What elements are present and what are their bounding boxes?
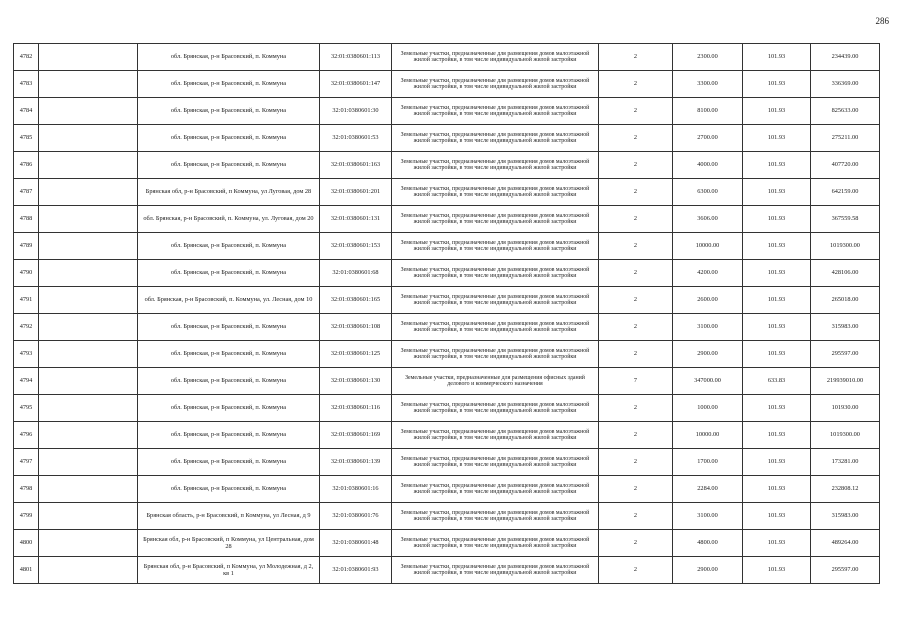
category-cell: 2: [599, 44, 673, 71]
empty-cell: [39, 557, 138, 584]
table-row: [14, 557, 880, 584]
category-cell: 2: [599, 341, 673, 368]
rate-cell: 101.93: [743, 206, 811, 233]
rate-cell: 101.93: [743, 476, 811, 503]
page-number: 286: [875, 16, 889, 26]
cadastral-number-cell: 32:01:0380601:131: [320, 206, 392, 233]
empty-cell: [39, 395, 138, 422]
table-row: [14, 71, 880, 98]
area-cell: 3100.00: [673, 503, 743, 530]
category-cell: 2: [599, 260, 673, 287]
rate-cell: 101.93: [743, 341, 811, 368]
rate-cell: 101.93: [743, 71, 811, 98]
land-use-cell: Земельные участки, предназначенные для размещения домов малоэтажной жилой застройки, в том числе индивидуальной жилой застройки: [392, 395, 599, 422]
area-cell: 10000.00: [673, 233, 743, 260]
row-number-cell: 4787: [14, 179, 39, 206]
area-cell: 2600.00: [673, 287, 743, 314]
table-row: [14, 206, 880, 233]
table-row: [14, 368, 880, 395]
area-cell: 4200.00: [673, 260, 743, 287]
empty-cell: [39, 341, 138, 368]
empty-cell: [39, 422, 138, 449]
empty-cell: [39, 368, 138, 395]
table-row: [14, 503, 880, 530]
category-cell: 2: [599, 179, 673, 206]
cadastral-value-cell: 315983.00: [811, 503, 880, 530]
category-cell: 2: [599, 233, 673, 260]
row-number-cell: 4784: [14, 98, 39, 125]
category-cell: 2: [599, 98, 673, 125]
rate-cell: 101.93: [743, 557, 811, 584]
address-cell: обл. Брянская, р-н Брасовский, п. Коммуна: [138, 476, 320, 503]
row-number-cell: 4791: [14, 287, 39, 314]
category-cell: 2: [599, 71, 673, 98]
area-cell: 3100.00: [673, 314, 743, 341]
area-cell: 3300.00: [673, 71, 743, 98]
cadastral-value-cell: 232808.12: [811, 476, 880, 503]
row-number-cell: 4790: [14, 260, 39, 287]
land-use-cell: Земельные участки, предназначенные для размещения домов малоэтажной жилой застройки, в том числе индивидуальной жилой застройки: [392, 314, 599, 341]
row-number-cell: 4785: [14, 125, 39, 152]
cadastral-number-cell: 32:01:0380601:68: [320, 260, 392, 287]
row-number-cell: 4788: [14, 206, 39, 233]
cadastral-value-cell: 295597.00: [811, 557, 880, 584]
land-use-cell: Земельные участки, предназначенные для размещения домов малоэтажной жилой застройки, в том числе индивидуальной жилой застройки: [392, 125, 599, 152]
address-cell: обл. Брянская, р-н Брасовский, п. Коммуна, ул. Лесная, дом 10: [138, 287, 320, 314]
address-cell: обл. Брянская, р-н Брасовский, п. Коммуна: [138, 71, 320, 98]
row-number-cell: 4782: [14, 44, 39, 71]
table-row: [14, 44, 880, 71]
address-cell: обл. Брянская, р-н Брасовский, п. Коммуна: [138, 341, 320, 368]
rate-cell: 101.93: [743, 287, 811, 314]
table-row: [14, 125, 880, 152]
land-use-cell: Земельные участки, предназначенные для размещения домов малоэтажной жилой застройки, в том числе индивидуальной жилой застройки: [392, 98, 599, 125]
cadastral-value-cell: 1019300.00: [811, 233, 880, 260]
address-cell: обл. Брянская, р-н Брасовский, п. Коммуна: [138, 233, 320, 260]
land-use-cell: Земельные участки, предназначенные для размещения офисных зданий делового и коммерческого назначения: [392, 368, 599, 395]
land-use-cell: Земельные участки, предназначенные для размещения домов малоэтажной жилой застройки, в том числе индивидуальной жилой застройки: [392, 557, 599, 584]
cadastral-number-cell: 32:01:0380601:16: [320, 476, 392, 503]
cadastral-value-cell: 825633.00: [811, 98, 880, 125]
category-cell: 2: [599, 422, 673, 449]
address-cell: обл. Брянская, р-н Брасовский, п. Коммуна: [138, 98, 320, 125]
row-number-cell: 4783: [14, 71, 39, 98]
row-number-cell: 4801: [14, 557, 39, 584]
empty-cell: [39, 314, 138, 341]
empty-cell: [39, 530, 138, 557]
address-cell: обл. Брянская, р-н Брасовский, п. Коммуна: [138, 152, 320, 179]
land-use-cell: Земельные участки, предназначенные для размещения домов малоэтажной жилой застройки, в том числе индивидуальной жилой застройки: [392, 422, 599, 449]
category-cell: 2: [599, 152, 673, 179]
address-cell: обл. Брянская, р-н Брасовский, п. Коммуна, ул. Луговая, дом 20: [138, 206, 320, 233]
cadastral-number-cell: 32:01:0380601:30: [320, 98, 392, 125]
cadastral-value-cell: 101930.00: [811, 395, 880, 422]
cadastral-value-cell: 315983.00: [811, 314, 880, 341]
rate-cell: 101.93: [743, 44, 811, 71]
area-cell: 4800.00: [673, 530, 743, 557]
cadastral-value-cell: 428106.00: [811, 260, 880, 287]
rate-cell: 101.93: [743, 503, 811, 530]
empty-cell: [39, 233, 138, 260]
category-cell: 2: [599, 557, 673, 584]
empty-cell: [39, 44, 138, 71]
category-cell: 2: [599, 125, 673, 152]
cadastral-value-cell: 295597.00: [811, 341, 880, 368]
cadastral-number-cell: 32:01:0380601:169: [320, 422, 392, 449]
empty-cell: [39, 152, 138, 179]
address-cell: Брянская обл, р-н Брасовский, п Коммуна, ул Центральная, дом 28: [138, 530, 320, 557]
table-row: [14, 449, 880, 476]
empty-cell: [39, 260, 138, 287]
category-cell: 2: [599, 503, 673, 530]
category-cell: 2: [599, 314, 673, 341]
land-use-cell: Земельные участки, предназначенные для размещения домов малоэтажной жилой застройки, в том числе индивидуальной жилой застройки: [392, 449, 599, 476]
cadastral-number-cell: 32:01:0380601:147: [320, 71, 392, 98]
land-use-cell: Земельные участки, предназначенные для размещения домов малоэтажной жилой застройки, в том числе индивидуальной жилой застройки: [392, 476, 599, 503]
rate-cell: 633.83: [743, 368, 811, 395]
address-cell: обл. Брянская, р-н Брасовский, п. Коммуна: [138, 314, 320, 341]
area-cell: 4000.00: [673, 152, 743, 179]
area-cell: 2284.00: [673, 476, 743, 503]
category-cell: 2: [599, 476, 673, 503]
empty-cell: [39, 476, 138, 503]
table-body: [14, 44, 880, 584]
cadastral-value-cell: 336369.00: [811, 71, 880, 98]
row-number-cell: 4786: [14, 152, 39, 179]
cadastral-number-cell: 32:01:0380601:139: [320, 449, 392, 476]
rate-cell: 101.93: [743, 530, 811, 557]
cadastral-number-cell: 32:01:0380601:48: [320, 530, 392, 557]
area-cell: 1700.00: [673, 449, 743, 476]
table-row: [14, 98, 880, 125]
land-use-cell: Земельные участки, предназначенные для размещения домов малоэтажной жилой застройки, в том числе индивидуальной жилой застройки: [392, 530, 599, 557]
cadastral-number-cell: 32:01:0380601:53: [320, 125, 392, 152]
row-number-cell: 4798: [14, 476, 39, 503]
area-cell: 2900.00: [673, 557, 743, 584]
address-cell: обл. Брянская, р-н Брасовский, п. Коммуна: [138, 44, 320, 71]
empty-cell: [39, 179, 138, 206]
rate-cell: 101.93: [743, 179, 811, 206]
land-use-cell: Земельные участки, предназначенные для размещения домов малоэтажной жилой застройки, в том числе индивидуальной жилой застройки: [392, 179, 599, 206]
cadastral-number-cell: 32:01:0380601:93: [320, 557, 392, 584]
address-cell: Брянская обл, р-н Брасовский, п Коммуна, ул Молодежная, д 2, кв 1: [138, 557, 320, 584]
cadastral-value-cell: 219939010.00: [811, 368, 880, 395]
rate-cell: 101.93: [743, 449, 811, 476]
empty-cell: [39, 125, 138, 152]
rate-cell: 101.93: [743, 125, 811, 152]
rate-cell: 101.93: [743, 98, 811, 125]
area-cell: 347000.00: [673, 368, 743, 395]
row-number-cell: 4800: [14, 530, 39, 557]
rate-cell: 101.93: [743, 314, 811, 341]
row-number-cell: 4793: [14, 341, 39, 368]
cadastral-number-cell: 32:01:0380601:113: [320, 44, 392, 71]
area-cell: 3606.00: [673, 206, 743, 233]
rate-cell: 101.93: [743, 233, 811, 260]
cadastral-number-cell: 32:01:0380601:108: [320, 314, 392, 341]
area-cell: 2300.00: [673, 44, 743, 71]
cadastral-value-cell: 489264.00: [811, 530, 880, 557]
address-cell: Брянская обл, р-н Брасовский, п Коммуна, ул Луговая, дом 28: [138, 179, 320, 206]
address-cell: обл. Брянская, р-н Брасовский, п. Коммуна: [138, 125, 320, 152]
cadastral-value-cell: 275211.00: [811, 125, 880, 152]
empty-cell: [39, 71, 138, 98]
cadastral-value-cell: 265018.00: [811, 287, 880, 314]
row-number-cell: 4797: [14, 449, 39, 476]
table-row: [14, 260, 880, 287]
table-row: [14, 530, 880, 557]
cadastral-value-cell: 642159.00: [811, 179, 880, 206]
address-cell: обл. Брянская, р-н Брасовский, п. Коммуна: [138, 395, 320, 422]
table-row: [14, 287, 880, 314]
land-use-cell: Земельные участки, предназначенные для размещения домов малоэтажной жилой застройки, в том числе индивидуальной жилой застройки: [392, 206, 599, 233]
category-cell: 2: [599, 395, 673, 422]
row-number-cell: 4796: [14, 422, 39, 449]
cadastral-value-cell: 367559.58: [811, 206, 880, 233]
table-row: [14, 395, 880, 422]
land-use-cell: Земельные участки, предназначенные для размещения домов малоэтажной жилой застройки, в том числе индивидуальной жилой застройки: [392, 260, 599, 287]
row-number-cell: 4795: [14, 395, 39, 422]
category-cell: 2: [599, 449, 673, 476]
cadastral-number-cell: 32:01:0380601:125: [320, 341, 392, 368]
area-cell: 1000.00: [673, 395, 743, 422]
table-row: [14, 314, 880, 341]
category-cell: 7: [599, 368, 673, 395]
table-row: [14, 233, 880, 260]
rate-cell: 101.93: [743, 152, 811, 179]
row-number-cell: 4794: [14, 368, 39, 395]
cadastral-value-table: [13, 43, 880, 584]
cadastral-value-cell: 407720.00: [811, 152, 880, 179]
rate-cell: 101.93: [743, 395, 811, 422]
land-use-cell: Земельные участки, предназначенные для размещения домов малоэтажной жилой застройки, в том числе индивидуальной жилой застройки: [392, 71, 599, 98]
land-use-cell: Земельные участки, предназначенные для размещения домов малоэтажной жилой застройки, в том числе индивидуальной жилой застройки: [392, 503, 599, 530]
row-number-cell: 4789: [14, 233, 39, 260]
table-row: [14, 476, 880, 503]
land-use-cell: Земельные участки, предназначенные для размещения домов малоэтажной жилой застройки, в том числе индивидуальной жилой застройки: [392, 152, 599, 179]
address-cell: Брянская область, р-н Брасовский, п Коммуна, ул Лесная, д 9: [138, 503, 320, 530]
table-row: [14, 341, 880, 368]
category-cell: 2: [599, 530, 673, 557]
cadastral-number-cell: 32:01:0380601:165: [320, 287, 392, 314]
empty-cell: [39, 98, 138, 125]
area-cell: 6300.00: [673, 179, 743, 206]
empty-cell: [39, 206, 138, 233]
area-cell: 8100.00: [673, 98, 743, 125]
cadastral-number-cell: 32:01:0380601:76: [320, 503, 392, 530]
cadastral-value-cell: 234439.00: [811, 44, 880, 71]
table-row: [14, 422, 880, 449]
row-number-cell: 4792: [14, 314, 39, 341]
cadastral-number-cell: 32:01:0380601:201: [320, 179, 392, 206]
cadastral-number-cell: 32:01:0380601:116: [320, 395, 392, 422]
row-number-cell: 4799: [14, 503, 39, 530]
cadastral-number-cell: 32:01:0380601:153: [320, 233, 392, 260]
address-cell: обл. Брянская, р-н Брасовский, п. Коммуна: [138, 368, 320, 395]
table-row: [14, 152, 880, 179]
category-cell: 2: [599, 206, 673, 233]
rate-cell: 101.93: [743, 260, 811, 287]
area-cell: 10000.00: [673, 422, 743, 449]
land-use-cell: Земельные участки, предназначенные для размещения домов малоэтажной жилой застройки, в том числе индивидуальной жилой застройки: [392, 341, 599, 368]
empty-cell: [39, 449, 138, 476]
land-use-cell: Земельные участки, предназначенные для размещения домов малоэтажной жилой застройки, в том числе индивидуальной жилой застройки: [392, 44, 599, 71]
table-row: [14, 179, 880, 206]
empty-cell: [39, 503, 138, 530]
land-use-cell: Земельные участки, предназначенные для размещения домов малоэтажной жилой застройки, в том числе индивидуальной жилой застройки: [392, 233, 599, 260]
address-cell: обл. Брянская, р-н Брасовский, п. Коммуна: [138, 449, 320, 476]
cadastral-value-cell: 1019300.00: [811, 422, 880, 449]
area-cell: 2700.00: [673, 125, 743, 152]
cadastral-number-cell: 32:01:0380601:163: [320, 152, 392, 179]
rate-cell: 101.93: [743, 422, 811, 449]
cadastral-number-cell: 32:01:0380601:130: [320, 368, 392, 395]
area-cell: 2900.00: [673, 341, 743, 368]
land-use-cell: Земельные участки, предназначенные для размещения домов малоэтажной жилой застройки, в том числе индивидуальной жилой застройки: [392, 287, 599, 314]
cadastral-value-cell: 173281.00: [811, 449, 880, 476]
category-cell: 2: [599, 287, 673, 314]
empty-cell: [39, 287, 138, 314]
address-cell: обл. Брянская, р-н Брасовский, п. Коммуна: [138, 260, 320, 287]
address-cell: обл. Брянская, р-н Брасовский, п. Коммуна: [138, 422, 320, 449]
